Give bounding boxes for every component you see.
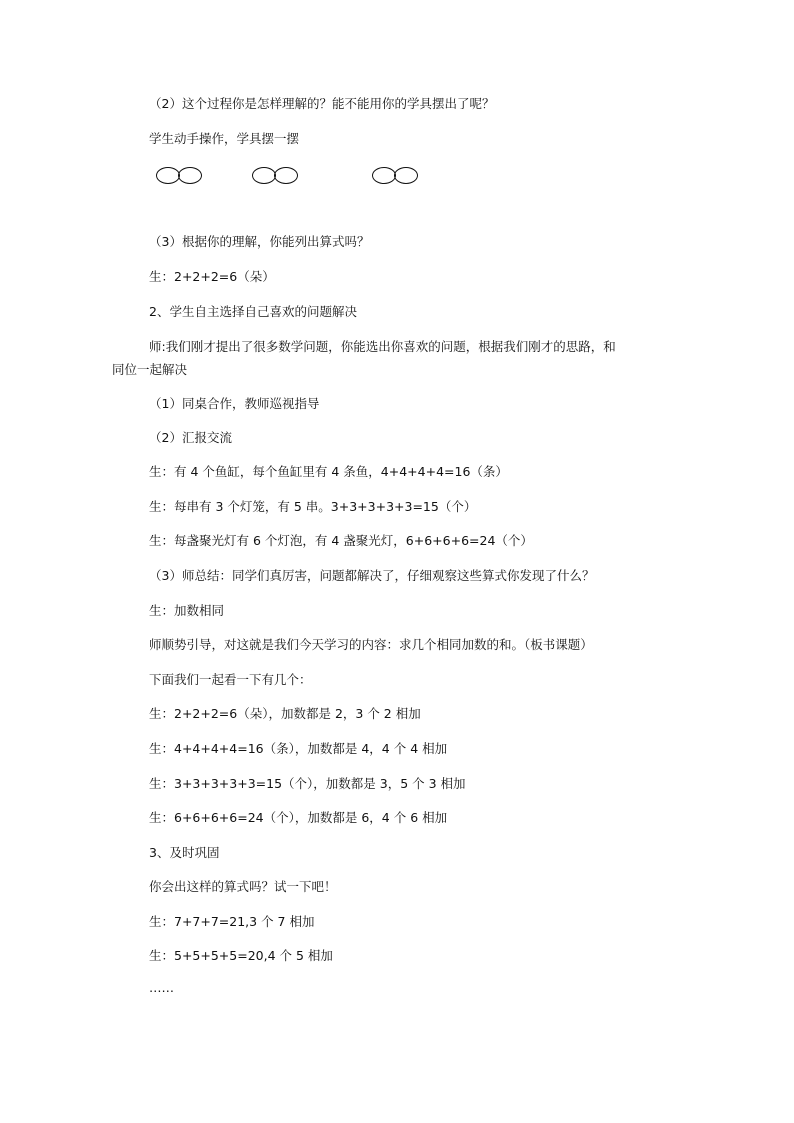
answer-line: 生：有 4 个鱼缸，每个鱼缸里有 4 条鱼，4+4+4+4=16（条） <box>149 464 508 479</box>
answer-line: 生：每盏聚光灯有 6 个灯泡，有 4 盏聚光灯，6+6+6+6=24（个） <box>149 533 533 548</box>
oval-shape <box>178 167 202 184</box>
oval-shape <box>252 167 276 184</box>
teacher-guidance-line: 师顺势引导，对这就是我们今天学习的内容：求几个相同加数的和。（板书课题） <box>149 637 593 652</box>
answer-line: 生：4+4+4+4=16（条），加数都是 4，4 个 4 相加 <box>149 741 448 756</box>
teacher-line-continued: 同位一起解决 <box>112 362 188 377</box>
prompt-line: 下面我们一起看一下有几个： <box>149 672 312 687</box>
question-2-line: （2）这个过程你是怎样理解的？能不能用你的学具摆出了呢？ <box>149 96 495 111</box>
answer-line: 生：6+6+6+6=24（个），加数都是 6，4 个 6 相加 <box>149 810 448 825</box>
answer-line: 生：5+5+5+5=20,4 个 5 相加 <box>149 948 333 963</box>
step-1-line: （1）同桌合作，教师巡视指导 <box>149 396 320 411</box>
question-3-line: （3）根据你的理解，你能列出算式吗？ <box>149 234 370 249</box>
oval-shape <box>394 167 418 184</box>
oval-shape <box>156 167 180 184</box>
step-3-line: （3）师总结：同学们真厉害，问题都解决了，仔细观察这些算式你发现了什么？ <box>149 568 595 583</box>
student-operation-line: 学生动手操作，学具摆一摆 <box>149 131 300 146</box>
ellipsis-line: …… <box>149 980 174 995</box>
answer-line: 生：3+3+3+3+3=15（个），加数都是 3，5 个 3 相加 <box>149 776 466 791</box>
answer-line: 生：每串有 3 个灯笼，有 5 串。3+3+3+3+3=15（个） <box>149 499 477 514</box>
oval-pairs-figure <box>0 165 794 189</box>
oval-shape <box>274 167 298 184</box>
section-3-heading: 3、及时巩固 <box>149 845 220 860</box>
answer-line: 生：7+7+7=21,3 个 7 相加 <box>149 914 315 929</box>
section-2-heading: 2、学生自主选择自己喜欢的问题解决 <box>149 304 357 319</box>
step-2-line: （2）汇报交流 <box>149 430 232 445</box>
answer-line: 生：2+2+2=6（朵），加数都是 2，3 个 2 相加 <box>149 706 421 721</box>
answer-line: 生：2+2+2=6（朵） <box>149 269 275 284</box>
teacher-line: 师:我们刚才提出了很多数学问题，你能选出你喜欢的问题，根据我们刚才的思路，和 <box>149 339 616 354</box>
oval-shape <box>372 167 396 184</box>
prompt-line: 你会出这样的算式吗？试一下吧！ <box>149 879 337 894</box>
answer-line: 生：加数相同 <box>149 603 225 618</box>
